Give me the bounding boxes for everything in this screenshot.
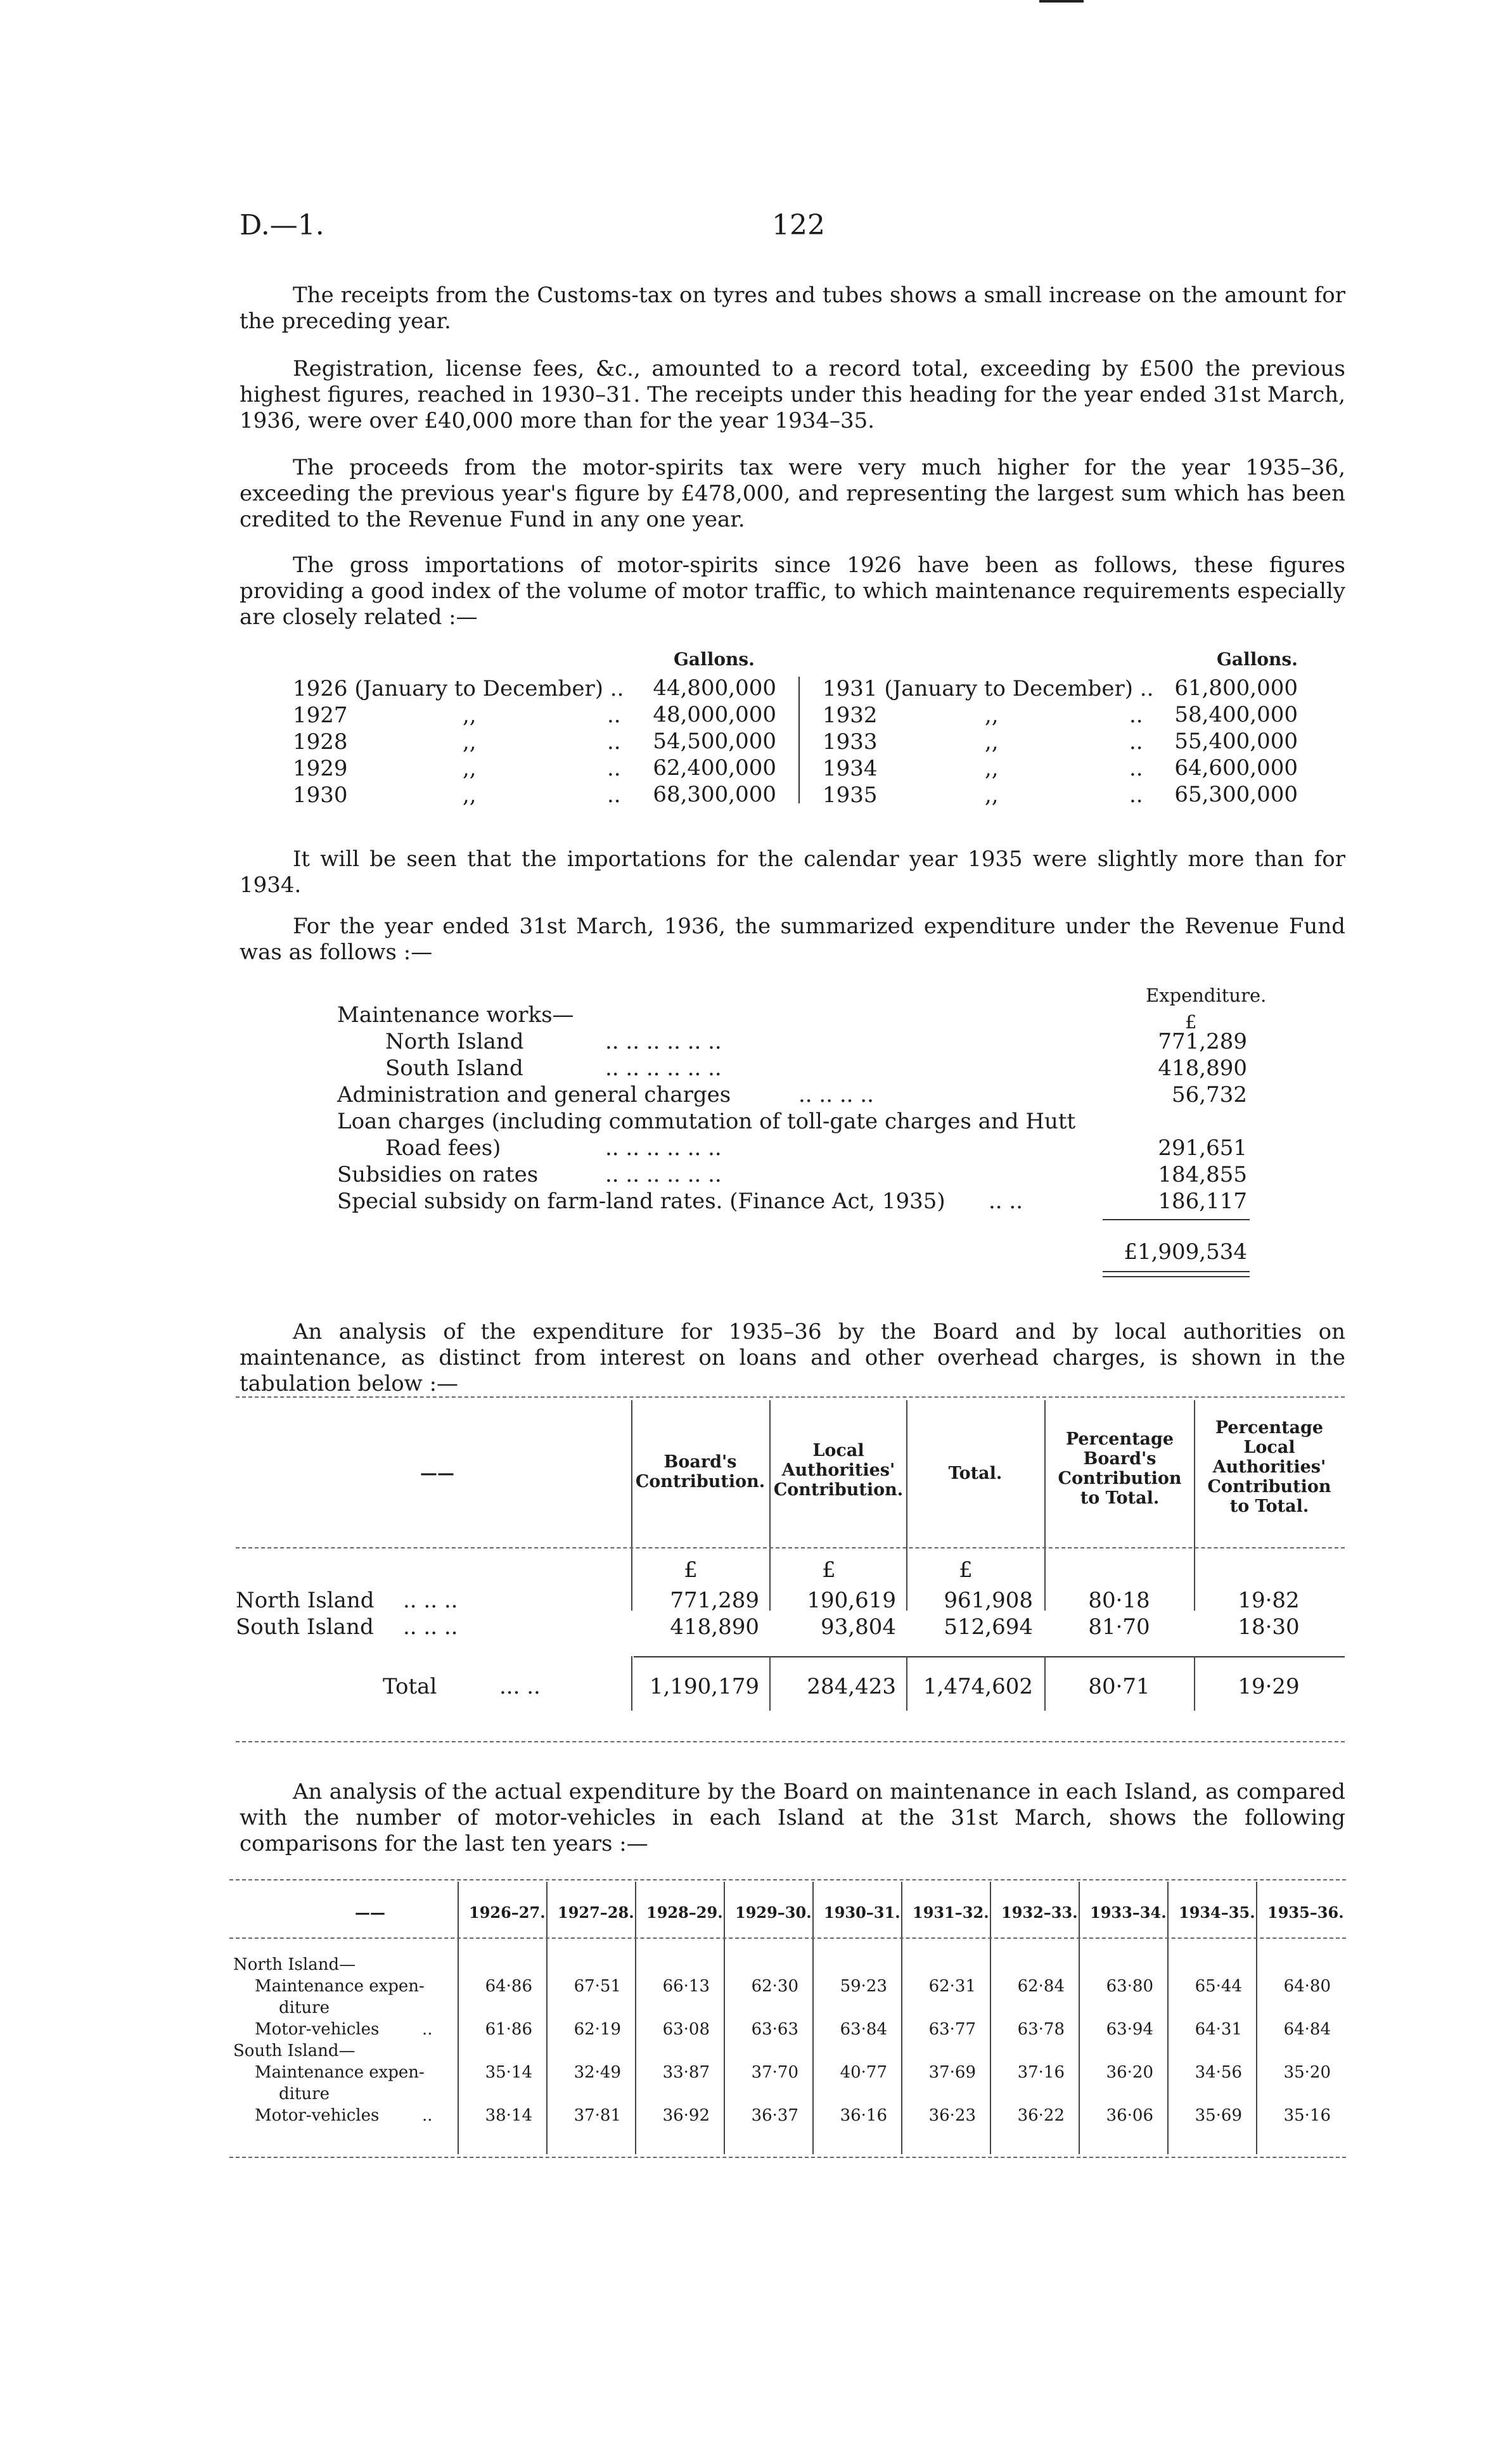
north-maintenance-value: 62·31 xyxy=(928,1977,976,1996)
importation-year: 1927 xyxy=(293,703,348,728)
column-rule xyxy=(1044,1400,1046,1611)
gallons-heading-left: Gallons. xyxy=(674,649,755,670)
ditto-mark: ,, xyxy=(463,703,477,728)
south-vehicles-value: 36·16 xyxy=(840,2106,887,2125)
importation-year: 1931 (January to December) .. xyxy=(823,676,1154,701)
leader-dots: .. xyxy=(607,756,621,781)
south-maintenance-value: 33·87 xyxy=(662,2063,710,2082)
column-rule xyxy=(724,1882,725,2154)
south-maintenance-value: 37·16 xyxy=(1017,2063,1065,2082)
north-vehicles-value: 64·84 xyxy=(1283,2020,1331,2039)
south-maintenance-value: 32·49 xyxy=(573,2063,621,2082)
expenditure-value: 184,855 xyxy=(1158,1162,1247,1187)
paragraph-analysis-intro: An analysis of the expenditure for 1935–36 by the Board and by local authorities on maintenance, as distinct from interest on loans and other overhead charges, is shown in the tabulation below :— xyxy=(240,1319,1345,1396)
importation-value: 58,400,000 xyxy=(1174,702,1298,727)
south-maintenance-value: 35·20 xyxy=(1283,2063,1331,2082)
north-maintenance-value: 64·80 xyxy=(1283,1977,1331,1996)
column-rule xyxy=(1044,1656,1046,1711)
south-vehicles-value: 37·81 xyxy=(573,2106,621,2125)
expenditure-item-label: South Island xyxy=(385,1056,523,1081)
year-header: 1935–36. xyxy=(1267,1903,1344,1922)
north-maintenance-value: 63·80 xyxy=(1106,1977,1153,1996)
total-row-rule xyxy=(634,1656,1345,1657)
ditto-mark: ,, xyxy=(985,703,999,728)
north-vehicles-value: 63·94 xyxy=(1106,2020,1153,2039)
table-bottom-rule xyxy=(229,2157,1346,2158)
leader-dots: .. xyxy=(422,2106,433,2125)
local-value: 190,619 xyxy=(807,1588,896,1613)
north-island-label: North Island— xyxy=(233,1955,356,1974)
expenditure-value: 291,651 xyxy=(1158,1135,1247,1161)
leader-dots: .. .. .. .. .. .. xyxy=(605,1029,722,1054)
expenditure-item-label: North Island xyxy=(385,1029,524,1054)
subtotal-rule xyxy=(1103,1219,1250,1220)
south-maintenance-value: 35·14 xyxy=(485,2063,532,2082)
year-header: 1932–33. xyxy=(1001,1903,1078,1922)
south-island-label: South Island— xyxy=(233,2041,356,2060)
grand-total: 1,474,602 xyxy=(923,1674,1033,1699)
ditto-mark: ,, xyxy=(463,729,477,755)
pct-board-header: Percentage Board's Contribution to Total. xyxy=(1058,1429,1182,1508)
south-vehicles-value: 36·92 xyxy=(662,2106,710,2125)
leader-dots: .. xyxy=(1129,729,1143,755)
pct-local-value: 19·82 xyxy=(1238,1588,1300,1613)
blank-column-header: —— xyxy=(355,1903,385,1922)
column-rule xyxy=(769,1400,771,1611)
vehicles-label: Motor-vehicles xyxy=(255,2106,380,2125)
vehicles-label: Motor-vehicles xyxy=(255,2020,380,2039)
north-vehicles-value: 63·78 xyxy=(1017,2020,1065,2039)
row-label: South Island xyxy=(236,1614,374,1640)
importation-year: 1929 xyxy=(293,756,348,781)
year-header: 1927–28. xyxy=(558,1903,634,1922)
currency-symbol: £ xyxy=(1185,1011,1197,1033)
expenditure-value: 771,289 xyxy=(1158,1029,1247,1054)
south-vehicles-value: 36·37 xyxy=(751,2106,798,2125)
column-rule xyxy=(906,1400,907,1611)
maintenance-label-cont: diture xyxy=(279,1998,330,2017)
south-vehicles-value: 36·06 xyxy=(1106,2106,1153,2125)
column-rule xyxy=(546,1882,548,2154)
expenditure-heading: Expenditure. xyxy=(1146,985,1267,1006)
table-bottom-rule xyxy=(236,1741,1345,1742)
south-maintenance-value: 37·69 xyxy=(928,2063,976,2082)
importation-value: 61,800,000 xyxy=(1174,675,1298,701)
expenditure-item-label: Road fees) xyxy=(385,1135,501,1161)
maintenance-label-cont: diture xyxy=(279,2084,330,2103)
south-vehicles-value: 35·16 xyxy=(1283,2106,1331,2125)
total-row-label: Total xyxy=(383,1674,437,1699)
leader-dots: .. xyxy=(1129,756,1143,781)
south-vehicles-value: 36·23 xyxy=(928,2106,976,2125)
importation-value: 68,300,000 xyxy=(653,782,776,807)
leader-dots: .. xyxy=(422,2020,433,2039)
north-vehicles-value: 61·86 xyxy=(485,2020,532,2039)
pct-local-value: 18·30 xyxy=(1238,1614,1300,1640)
local-value: 93,804 xyxy=(821,1614,896,1640)
pct-board-value: 81·70 xyxy=(1088,1614,1150,1640)
header-bottom-rule xyxy=(229,1937,1346,1939)
year-header: 1933–34. xyxy=(1090,1903,1167,1922)
leader-dots: .. .. .. xyxy=(403,1588,458,1613)
year-header: 1929–30. xyxy=(735,1903,812,1922)
paragraph-customs-tax: The receipts from the Customs-tax on tyres and tubes shows a small increase on the amount for the preceding year. xyxy=(240,283,1345,334)
ditto-mark: ,, xyxy=(463,782,477,808)
north-maintenance-value: 62·84 xyxy=(1017,1977,1065,1996)
total-rule-1 xyxy=(1103,1271,1250,1272)
local-contribution-header: Local Authorities' Contribution. xyxy=(773,1441,904,1500)
column-rule xyxy=(901,1882,902,2154)
ditto-mark: ,, xyxy=(985,782,999,808)
expenditure-item-label: Subsidies on rates xyxy=(337,1162,539,1187)
leader-dots: .. xyxy=(1129,703,1143,728)
north-maintenance-value: 66·13 xyxy=(662,1977,710,1996)
board-total: 1,190,179 xyxy=(649,1674,759,1699)
total-rule-2 xyxy=(1103,1276,1250,1277)
north-vehicles-value: 64·31 xyxy=(1195,2020,1242,2039)
expenditure-value: 56,732 xyxy=(1172,1082,1247,1108)
leader-dots: .. xyxy=(607,703,621,728)
column-rule xyxy=(458,1882,459,2154)
south-maintenance-value: 34·56 xyxy=(1195,2063,1242,2082)
table-top-rule xyxy=(229,1879,1346,1880)
importation-year: 1926 (January to December) .. xyxy=(293,676,624,701)
paragraph-importations: The gross importations of motor-spirits since 1926 have been as follows, these figures providing a good index of the volume of motor traffic, to which maintenance requirements especially are closely related :— xyxy=(240,552,1345,630)
column-rule xyxy=(990,1882,991,2154)
importation-year: 1934 xyxy=(823,756,878,781)
document-reference: D.—1. xyxy=(240,209,324,241)
south-vehicles-value: 35·69 xyxy=(1195,2106,1242,2125)
top-mark xyxy=(1039,0,1084,3)
north-maintenance-value: 59·23 xyxy=(840,1977,887,1996)
importation-value: 55,400,000 xyxy=(1174,729,1298,754)
local-total: 284,423 xyxy=(807,1674,896,1699)
south-vehicles-value: 38·14 xyxy=(485,2106,532,2125)
north-maintenance-value: 65·44 xyxy=(1195,1977,1242,1996)
leader-dots: .. .. .. .. xyxy=(798,1082,874,1108)
north-maintenance-value: 64·86 xyxy=(485,1977,532,1996)
paragraph-registration: Registration, license fees, &c., amounted to a record total, exceeding by £500 the previous highest figures, reached in 1930–31. The receipts under this heading for the year ended 31st March, 1936, were over £40,000 more than for the year 1934–35. xyxy=(240,356,1345,433)
year-header: 1928–29. xyxy=(646,1903,723,1922)
table-top-rule xyxy=(236,1396,1345,1398)
ditto-mark: ,, xyxy=(463,756,477,781)
expenditure-item-label: Administration and general charges xyxy=(337,1082,731,1108)
column-rule xyxy=(769,1656,771,1711)
pct-board-value: 80·18 xyxy=(1088,1588,1150,1613)
currency-symbol: £ xyxy=(959,1557,973,1583)
maintenance-label: Maintenance expen- xyxy=(255,1977,425,1996)
expenditure-item-label: Loan charges (including commutation of toll-gate charges and Hutt xyxy=(337,1109,1076,1134)
column-rule xyxy=(812,1882,814,2154)
year-header: 1931–32. xyxy=(913,1903,989,1922)
leader-dots: .. .. .. xyxy=(403,1614,458,1640)
south-vehicles-value: 36·22 xyxy=(1017,2106,1065,2125)
leader-dots: .. .. xyxy=(989,1189,1023,1214)
column-rule xyxy=(906,1656,907,1711)
total-header: Total. xyxy=(948,1464,1003,1483)
blank-column-header: —— xyxy=(420,1464,454,1483)
paragraph-comparison-intro: An analysis of the actual expenditure by the Board on maintenance in each Island, as compared with the number of motor-vehicles in each Island at the 31st March, shows the following comparisons for the last ten years :— xyxy=(240,1779,1345,1856)
expenditure-value: 418,890 xyxy=(1158,1056,1247,1081)
board-value: 418,890 xyxy=(670,1614,759,1640)
north-vehicles-value: 63·08 xyxy=(662,2020,710,2039)
leader-dots: .. .. .. .. .. .. xyxy=(605,1056,722,1081)
column-rule xyxy=(1079,1882,1080,2154)
maintenance-label: Maintenance expen- xyxy=(255,2063,425,2082)
column-rule xyxy=(1194,1400,1195,1611)
header-bottom-rule xyxy=(236,1547,1345,1548)
board-contribution-header: Board's Contribution. xyxy=(635,1452,766,1491)
pct-local-total: 19·29 xyxy=(1238,1674,1300,1699)
board-value: 771,289 xyxy=(670,1588,759,1613)
south-maintenance-value: 40·77 xyxy=(840,2063,887,2082)
importation-value: 64,600,000 xyxy=(1174,755,1298,781)
column-rule xyxy=(1167,1882,1169,2154)
north-vehicles-value: 63·77 xyxy=(928,2020,976,2039)
currency-symbol: £ xyxy=(684,1557,698,1583)
expenditure-item-label: Maintenance works— xyxy=(337,1002,574,1028)
column-rule xyxy=(1194,1656,1195,1711)
ditto-mark: ,, xyxy=(985,756,999,781)
importation-year: 1928 xyxy=(293,729,348,755)
paragraph-importations-note: It will be seen that the importations for the calendar year 1935 were slightly more than for 1934. xyxy=(240,846,1345,898)
row-label: North Island xyxy=(236,1588,375,1613)
north-vehicles-value: 62·19 xyxy=(573,2020,621,2039)
north-vehicles-value: 63·84 xyxy=(840,2020,887,2039)
leader-dots: .. .. .. .. .. .. xyxy=(605,1135,722,1161)
south-maintenance-value: 36·20 xyxy=(1106,2063,1153,2082)
expenditure-value: 186,117 xyxy=(1158,1189,1247,1214)
page-number: 122 xyxy=(772,209,825,241)
importation-year: 1935 xyxy=(823,782,878,808)
year-header: 1930–31. xyxy=(824,1903,900,1922)
ditto-mark: ,, xyxy=(985,729,999,755)
north-maintenance-value: 62·30 xyxy=(751,1977,798,1996)
north-vehicles-value: 63·63 xyxy=(751,2020,798,2039)
importation-year: 1933 xyxy=(823,729,878,755)
leader-dots: .. xyxy=(607,729,621,755)
leader-dots: .. .. .. .. .. .. xyxy=(605,1162,722,1187)
total-value: 512,694 xyxy=(944,1614,1033,1640)
north-maintenance-value: 67·51 xyxy=(573,1977,621,1996)
importation-year: 1932 xyxy=(823,703,878,728)
year-header: 1934–35. xyxy=(1179,1903,1255,1922)
column-rule xyxy=(635,1882,636,2154)
pct-local-header: Percentage Local Authorities' Contribution to Total. xyxy=(1207,1418,1331,1516)
importation-value: 44,800,000 xyxy=(653,675,776,701)
column-rule xyxy=(1256,1882,1257,2154)
importation-year: 1930 xyxy=(293,782,348,808)
year-header: 1926–27. xyxy=(469,1903,546,1922)
column-rule xyxy=(631,1656,632,1711)
column-rule xyxy=(631,1400,632,1611)
paragraph-motor-spirits: The proceeds from the motor-spirits tax were very much higher for the year 1935–36, exceeding the previous year's figure by £478,000, and representing the largest sum which has been credited to the Revenue Fund in any one year. xyxy=(240,455,1345,532)
column-divider xyxy=(798,677,800,803)
paragraph-summary-intro: For the year ended 31st March, 1936, the summarized expenditure under the Revenue Fund was as follows :— xyxy=(240,914,1345,965)
importation-value: 48,000,000 xyxy=(653,702,776,727)
leader-dots: .. xyxy=(607,782,621,808)
importation-value: 65,300,000 xyxy=(1174,782,1298,807)
currency-symbol: £ xyxy=(822,1557,836,1583)
expenditure-item-label: Special subsidy on farm-land rates. (Finance Act, 1935) xyxy=(337,1189,945,1214)
south-maintenance-value: 37·70 xyxy=(751,2063,798,2082)
importation-value: 54,500,000 xyxy=(653,729,776,754)
leader-dots: ... .. xyxy=(499,1674,541,1699)
expenditure-total: £1,909,534 xyxy=(1124,1239,1247,1265)
leader-dots: .. xyxy=(1129,782,1143,808)
total-value: 961,908 xyxy=(944,1588,1033,1613)
gallons-heading-right: Gallons. xyxy=(1217,649,1298,670)
pct-board-total: 80·71 xyxy=(1088,1674,1150,1699)
importation-value: 62,400,000 xyxy=(653,755,776,781)
